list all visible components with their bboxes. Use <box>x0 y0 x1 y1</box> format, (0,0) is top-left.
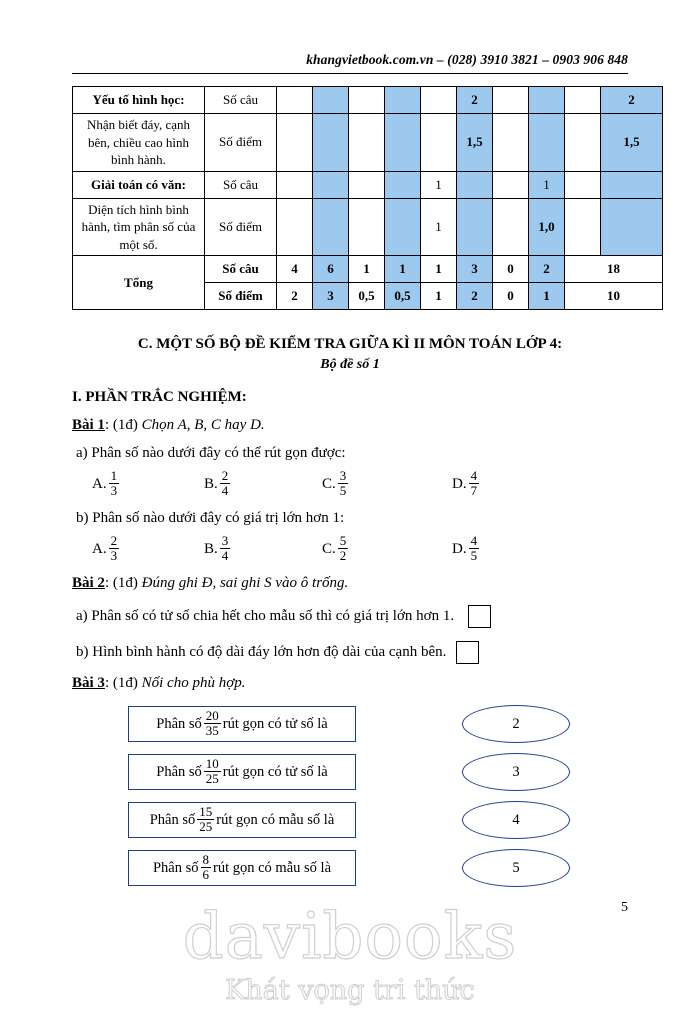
cell <box>529 114 565 172</box>
option-d[interactable] <box>452 470 481 499</box>
cell: 1 <box>421 171 457 198</box>
page-header <box>72 0 628 74</box>
cell: 1 <box>529 171 565 198</box>
option-letter: B. <box>204 476 218 493</box>
fraction <box>469 534 480 563</box>
cell <box>277 171 313 198</box>
fraction-numerator: 8 <box>202 851 210 867</box>
cell <box>349 198 385 256</box>
option-c[interactable] <box>322 470 452 499</box>
cell <box>421 87 457 114</box>
cell-total: 2 <box>601 87 663 114</box>
fraction <box>204 709 221 738</box>
cell <box>385 198 421 256</box>
option-c[interactable] <box>322 535 452 564</box>
fraction <box>109 469 120 498</box>
table-row <box>73 87 663 114</box>
bai1-prompt: : (1đ) <box>104 417 142 434</box>
cell: 0 <box>493 256 529 283</box>
row-subtype: Số câu <box>205 256 277 283</box>
option-letter: D. <box>452 476 467 493</box>
option-letter: C. <box>322 476 336 493</box>
cell-total: 1,5 <box>601 114 663 172</box>
fraction-denominator: 25 <box>205 770 219 786</box>
cell: 4 <box>277 256 313 283</box>
watermark-title: davibooks <box>182 900 518 974</box>
cell <box>565 87 601 114</box>
cell <box>493 198 529 256</box>
cell <box>385 114 421 172</box>
part-title: I. PHẦN TRẮC NGHIỆM: <box>72 389 247 406</box>
fraction-numerator: 4 <box>470 533 478 549</box>
cell <box>565 198 601 256</box>
fraction-denominator: 6 <box>202 866 210 882</box>
cell-total <box>601 198 663 256</box>
matrix-table <box>72 86 663 310</box>
cell <box>457 171 493 198</box>
cell <box>385 87 421 114</box>
match-text-post: rút gọn có tử số là <box>222 715 328 732</box>
row-label: Giải toán có văn: <box>73 171 205 198</box>
fraction-denominator: 4 <box>221 483 229 499</box>
match-text-post: rút gọn có mẫu số là <box>213 859 332 876</box>
bai1-answers-b <box>72 535 628 564</box>
cell: 2 <box>457 87 493 114</box>
fraction <box>469 469 480 498</box>
bai1-question-b: b) Phân số nào dưới đây có giá trị lớn hơn 1: <box>76 510 345 527</box>
fraction-denominator: 25 <box>199 818 213 834</box>
watermark-tagline: Khát vọng tri thức <box>225 975 475 1006</box>
fraction-denominator: 5 <box>470 548 478 564</box>
cell-total: 10 <box>565 283 663 310</box>
cell: 1 <box>385 256 421 283</box>
cell: 2 <box>277 283 313 310</box>
cell: 1 <box>421 283 457 310</box>
fraction-numerator: 2 <box>110 533 118 549</box>
fraction-denominator: 5 <box>339 483 347 499</box>
bai1-header <box>72 417 628 434</box>
match-right-item-2[interactable]: 3 <box>462 753 570 791</box>
fraction-numerator: 2 <box>221 468 229 484</box>
cell: 1 <box>529 283 565 310</box>
bai2-statement-b <box>76 641 628 664</box>
fraction-numerator: 3 <box>221 533 229 549</box>
page-number: 5 <box>621 900 628 915</box>
bai1-prompt-italic: Chọn A, B, C hay D. <box>141 417 265 434</box>
cell: 1 <box>421 256 457 283</box>
cell <box>493 171 529 198</box>
option-a[interactable] <box>92 470 204 499</box>
row-label: Nhận biết đáy, cạnh bên, chiều cao hình bình hành. <box>73 114 205 172</box>
fraction <box>204 757 221 786</box>
bai2-label: Bài 2 <box>72 575 105 592</box>
fraction-denominator: 2 <box>339 548 347 564</box>
table-row <box>73 198 663 256</box>
table-row-total <box>73 256 663 283</box>
option-letter: B. <box>204 541 218 558</box>
cell: 2 <box>529 256 565 283</box>
cell: 0,5 <box>385 283 421 310</box>
cell <box>457 198 493 256</box>
bai3-label: Bài 3 <box>72 675 105 692</box>
fraction <box>201 853 212 882</box>
match-text-pre: Phân số <box>149 811 196 828</box>
bai2-statement-a <box>76 605 628 628</box>
cell <box>565 114 601 172</box>
cell-total: 18 <box>565 256 663 283</box>
cell: 1 <box>349 256 385 283</box>
cell-total <box>601 171 663 198</box>
fraction-denominator: 7 <box>470 483 478 499</box>
fraction-denominator: 35 <box>205 722 219 738</box>
cell: 1,0 <box>529 198 565 256</box>
bai1-answers-a <box>72 470 628 499</box>
fraction <box>109 534 120 563</box>
table-row <box>73 114 663 172</box>
cell <box>313 198 349 256</box>
fraction <box>197 805 214 834</box>
row-subtype: Số điểm <box>205 114 277 172</box>
option-d[interactable] <box>452 535 481 564</box>
bai3-prompt-italic: Nối cho phù hợp. <box>141 675 246 692</box>
cell <box>385 171 421 198</box>
option-b[interactable] <box>204 535 322 564</box>
match-left-item-4[interactable] <box>128 850 356 886</box>
match-right-item-4[interactable]: 5 <box>462 849 570 887</box>
option-letter: D. <box>452 541 467 558</box>
statement-text: a) Phân số có tử số chia hết cho mẫu số thì có giá trị lớn hơn 1. <box>76 608 455 625</box>
bai2-header <box>72 575 628 592</box>
match-left-item-3[interactable] <box>128 802 356 838</box>
row-subtype: Số điểm <box>205 283 277 310</box>
cell <box>349 171 385 198</box>
fraction-numerator: 3 <box>339 468 347 484</box>
cell: 1 <box>421 198 457 256</box>
fraction-numerator: 1 <box>110 468 118 484</box>
match-text-pre: Phân số <box>156 715 202 732</box>
match-text-pre: Phân số <box>156 763 202 780</box>
fraction-numerator: 15 <box>199 803 213 819</box>
cell <box>313 114 349 172</box>
header-contact: khangvietbook.com.vn – (028) 3910 3821 – 0903 906 848 <box>306 52 628 67</box>
cell <box>313 171 349 198</box>
match-text-post: rút gọn có tử số là <box>222 763 328 780</box>
cell <box>493 114 529 172</box>
section-title: C. MỘT SỐ BỘ ĐỀ KIỂM TRA GIỮA KÌ II MÔN TOÁN LỚP 4: <box>137 336 563 353</box>
total-label: Tổng <box>73 256 205 310</box>
bai2-prompt: : (1đ) <box>104 575 142 592</box>
fraction-numerator: 4 <box>470 468 478 484</box>
watermark <box>0 900 700 1006</box>
cell: 0 <box>493 283 529 310</box>
fraction <box>338 469 349 498</box>
match-text-post: rút gọn có mẫu số là <box>216 811 335 828</box>
bai3-header <box>72 675 628 692</box>
option-letter: C. <box>322 541 336 558</box>
fraction-denominator: 3 <box>110 548 118 564</box>
option-b[interactable] <box>204 470 322 499</box>
match-left-item-1[interactable] <box>128 706 356 742</box>
fraction-numerator: 10 <box>205 755 219 771</box>
option-a[interactable] <box>92 535 204 564</box>
cell: 3 <box>313 283 349 310</box>
bai2-prompt-italic: Đúng ghi Đ, sai ghi S vào ô trống. <box>141 575 349 592</box>
statement-text: b) Hình bình hành có độ dài đáy lớn hơn độ dài của cạnh bên. <box>76 644 447 661</box>
cell <box>277 198 313 256</box>
table-row <box>73 171 663 198</box>
cell <box>493 87 529 114</box>
cell <box>565 171 601 198</box>
fraction <box>220 534 231 563</box>
bai3-prompt: : (1đ) <box>104 675 142 692</box>
cell: 1,5 <box>457 114 493 172</box>
cell <box>313 87 349 114</box>
fraction-denominator: 4 <box>221 548 229 564</box>
match-left-item-2[interactable] <box>128 754 356 790</box>
header-divider <box>72 73 628 74</box>
row-label: Diện tích hình bình hành, tìm phân số của một số. <box>73 198 205 256</box>
fraction-numerator: 5 <box>339 533 347 549</box>
cell <box>277 114 313 172</box>
bai1-label: Bài 1 <box>72 417 105 434</box>
cell: 2 <box>457 283 493 310</box>
cell <box>529 87 565 114</box>
cell <box>349 87 385 114</box>
answer-box-b[interactable] <box>456 641 479 664</box>
row-subtype: Số câu <box>205 171 277 198</box>
cell <box>277 87 313 114</box>
matching-area <box>72 704 628 916</box>
option-letter: A. <box>92 541 107 558</box>
cell: 0,5 <box>349 283 385 310</box>
match-right-item-3[interactable]: 4 <box>462 801 570 839</box>
fraction-denominator: 3 <box>110 483 118 499</box>
row-label: Yếu tố hình học: <box>73 87 205 114</box>
cell: 6 <box>313 256 349 283</box>
cell: 3 <box>457 256 493 283</box>
answer-box-a[interactable] <box>468 605 491 628</box>
match-text-pre: Phân số <box>152 859 199 876</box>
option-letter: A. <box>92 476 107 493</box>
fraction <box>338 534 349 563</box>
exam-subtitle: Bộ đề số 1 <box>320 357 380 373</box>
cell <box>421 114 457 172</box>
row-subtype: Số câu <box>205 87 277 114</box>
row-subtype: Số điểm <box>205 198 277 256</box>
match-right-item-1[interactable]: 2 <box>462 705 570 743</box>
bai1-question-a: a) Phân số nào dưới đây có thể rút gọn được: <box>76 445 346 462</box>
fraction-numerator: 20 <box>205 707 219 723</box>
cell <box>349 114 385 172</box>
fraction <box>220 469 231 498</box>
